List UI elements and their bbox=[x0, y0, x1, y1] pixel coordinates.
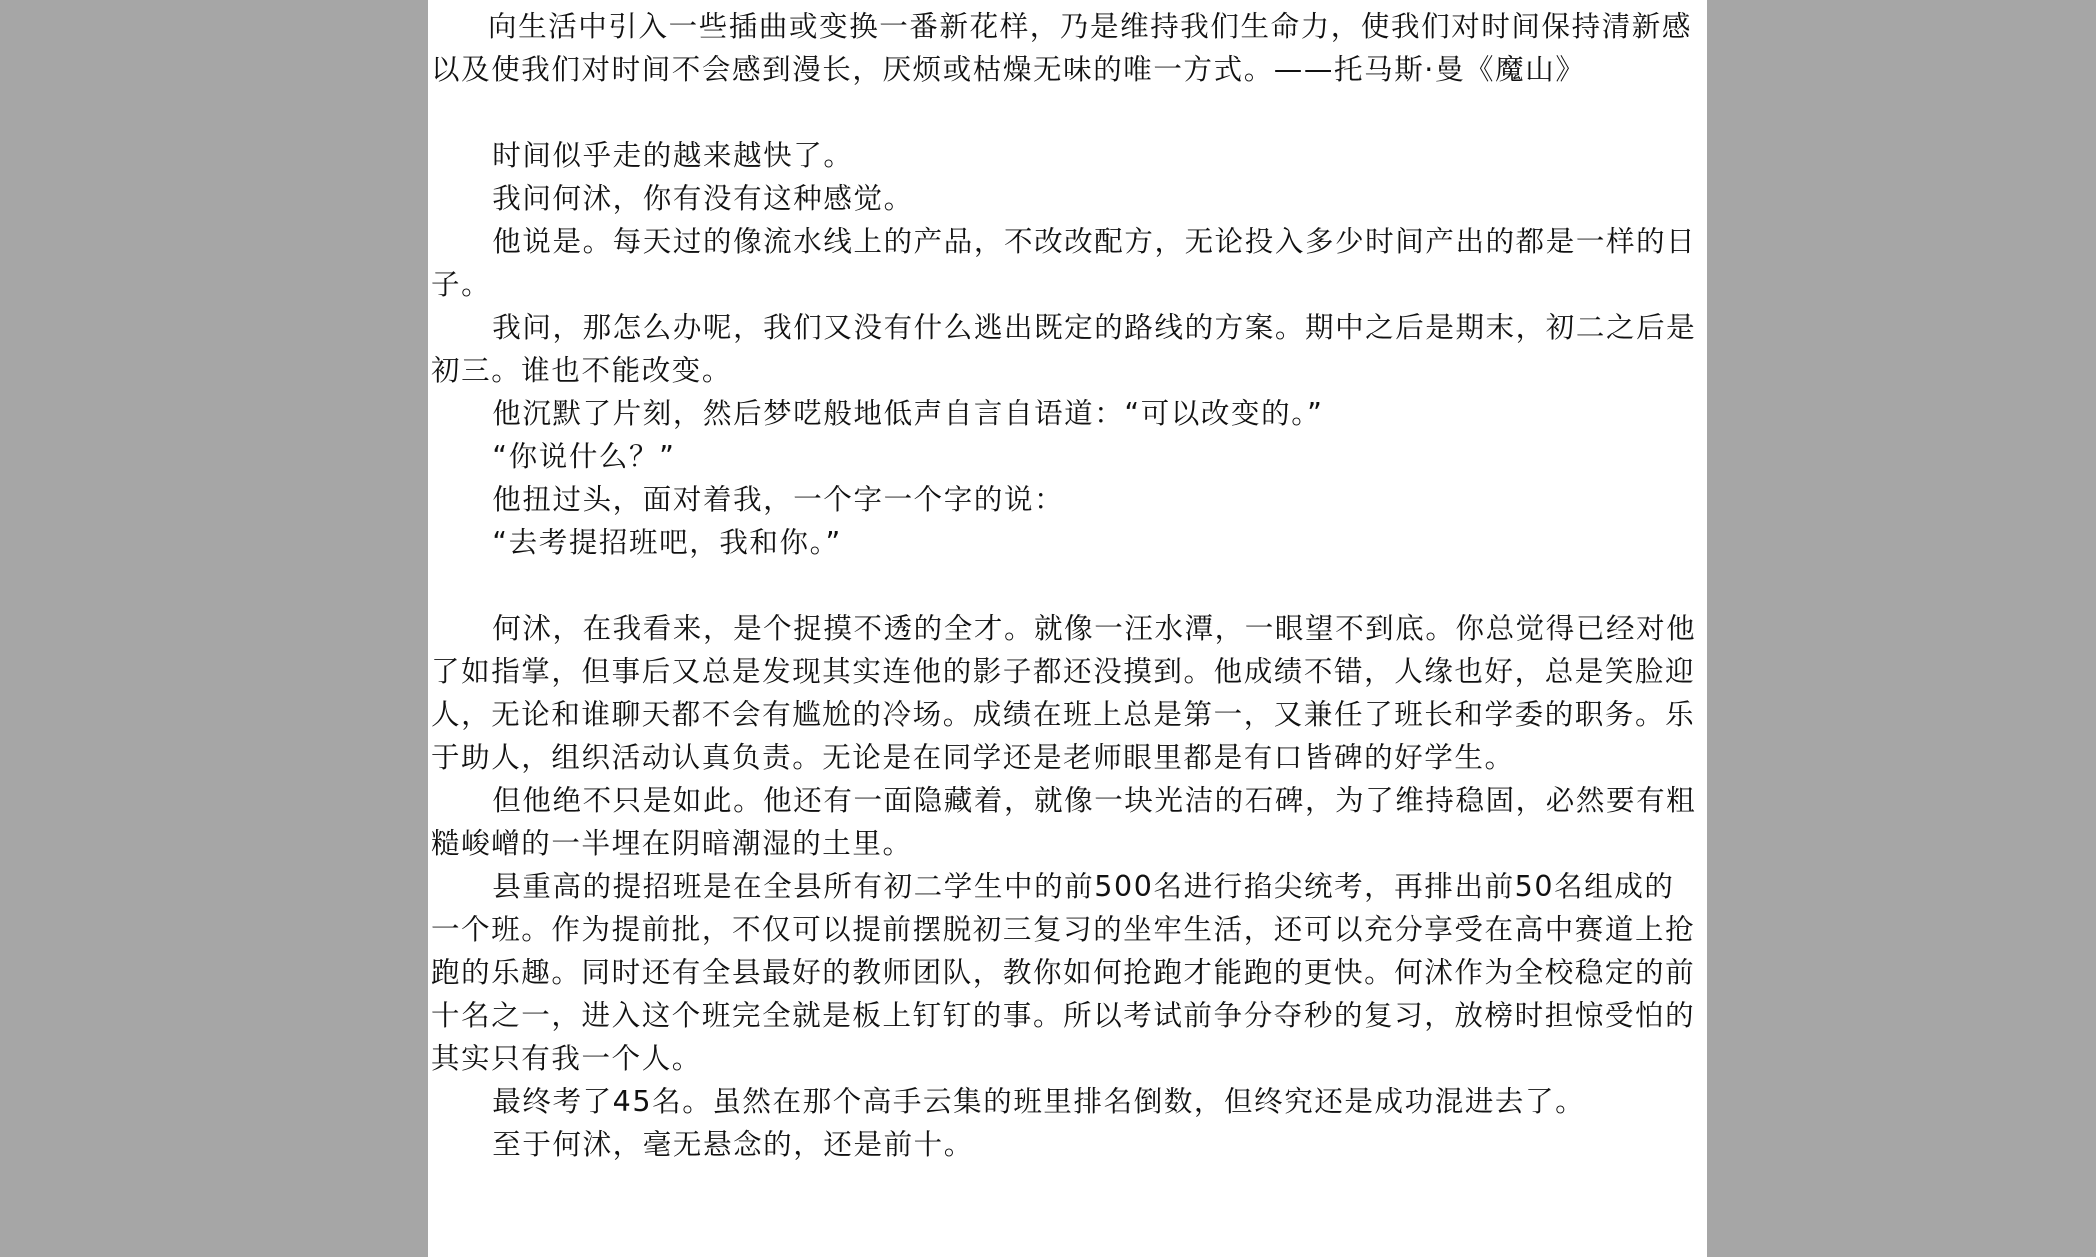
paragraph: 时间似乎走的越来越快了。 bbox=[492, 139, 854, 172]
paragraph: 他沉默了片刻，然后梦呓般地低声自言自语道：“可以改变的。” bbox=[492, 397, 1324, 430]
epigraph-paragraph: 向生活中引入一些插曲或变换一番新花样，乃是维持我们生命力，使我们对时间保持清新感以及使我们对时间不会感到漫长，厌烦或枯燥无味的唯一方式。——托马斯·曼《魔山》 bbox=[431, 10, 1693, 86]
document-body bbox=[431, 5, 1703, 1166]
blank-line bbox=[431, 564, 1703, 607]
paragraph: 他扭过头，面对着我，一个字一个字的说： bbox=[492, 483, 1065, 516]
paragraph: 至于何沭，毫无悬念的，还是前十。 bbox=[492, 1128, 974, 1161]
document-page bbox=[428, 0, 1707, 1257]
paragraph: “你说什么？” bbox=[492, 440, 676, 473]
blank-line bbox=[431, 91, 1703, 134]
paragraph: 最终考了45名。虽然在那个高手云集的班里排名倒数，但终究还是成功混进去了。 bbox=[492, 1085, 1586, 1118]
paragraph: 何沭，在我看来，是个捉摸不透的全才。就像一汪水潭，一眼望不到底。你总觉得已经对他了如指掌，但事后又总是发现其实连他的影子都还没摸到。他成绩不错，人缘也好，总是笑脸迎人，无论和谁聊天都不会有尴尬的冷场。成绩在班上总是第一，又兼任了班长和学委的职务。乐于助人，组织活动认真负责。无论是在同学还是老师眼里都是有口皆碑的好学生。 bbox=[431, 612, 1697, 774]
paragraph: 但他绝不只是如此。他还有一面隐藏着，就像一块光洁的石碑，为了维持稳固，必然要有粗糙峻嶒的一半埋在阴暗潮湿的土里。 bbox=[431, 784, 1697, 860]
paragraph: 他说是。每天过的像流水线上的产品，不改改配方，无论投入多少时间产出的都是一样的日子。 bbox=[431, 225, 1697, 301]
paragraph: 我问何沭，你有没有这种感觉。 bbox=[492, 182, 914, 215]
paragraph: “去考提招班吧，我和你。” bbox=[492, 526, 842, 559]
paragraph: 县重高的提招班是在全县所有初二学生中的前500名进行掐尖统考，再排出前50名组成的一个班。作为提前批，不仅可以提前摆脱初三复习的坐牢生活，还可以充分享受在高中赛道上抢跑的乐趣。同时还有全县最好的教师团队，教你如何抢跑才能跑的更快。何沭作为全校稳定的前十名之一，进入这个班完全就是板上钉钉的事。所以考试前争分夺秒的复习，放榜时担惊受怕的其实只有我一个人。 bbox=[431, 870, 1696, 1075]
paragraph: 我问，那怎么办呢，我们又没有什么逃出既定的路线的方案。期中之后是期末，初二之后是初三。谁也不能改变。 bbox=[431, 311, 1697, 387]
